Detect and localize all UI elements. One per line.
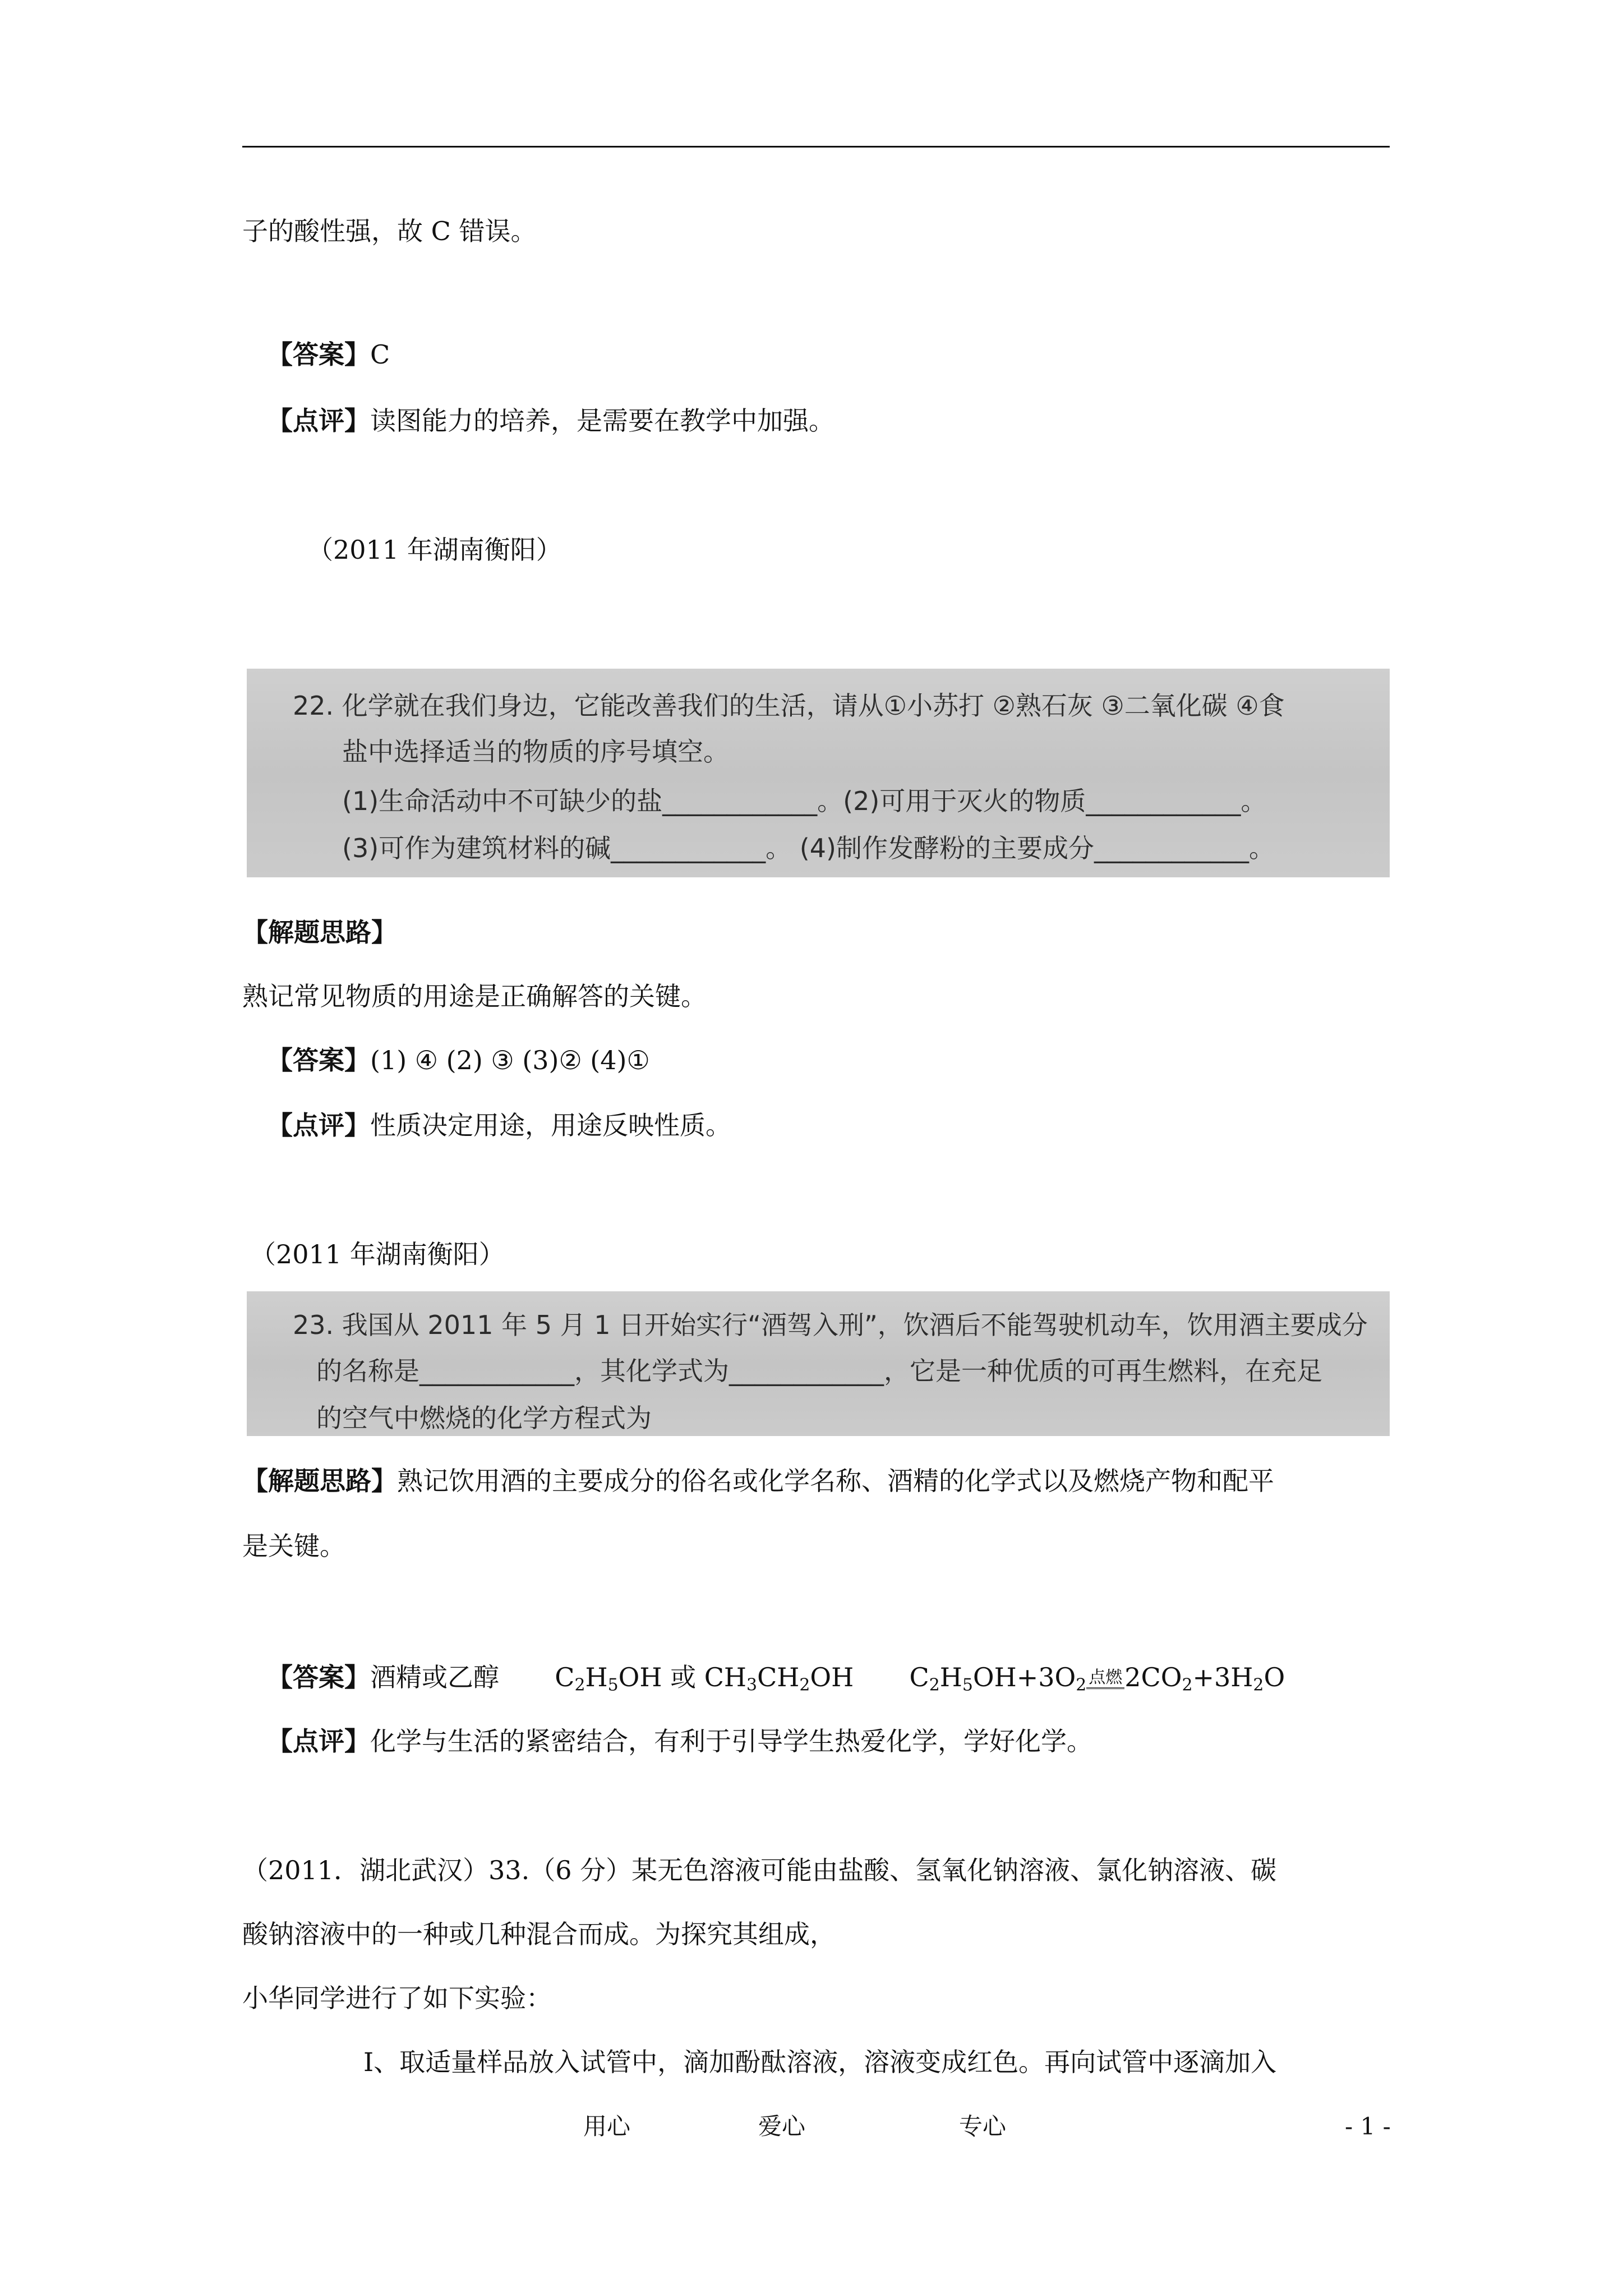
footer-text: 爱心: [758, 2113, 806, 2140]
hint-text: 熟记常见物质的用途是正确解答的关键。: [242, 981, 707, 1011]
source-line-2: （2011 年湖南衡阳）: [250, 1239, 505, 1269]
comment-line-1: [267, 404, 834, 438]
answer-text: (1) ④ (2) ③ (3)② (4)①: [370, 1045, 650, 1075]
page-number: - 1 -: [1345, 2113, 1391, 2140]
question-33-line-3: 小华同学进行了如下实验：: [242, 1983, 552, 2013]
answer-label: 【答案】: [267, 1662, 370, 1692]
answer-text: 酒精或乙醇: [370, 1662, 499, 1692]
hint-label: 【解题思路】: [242, 1466, 397, 1496]
scan-question-line: 的空气中燃烧的化学方程式为: [316, 1403, 652, 1433]
comment-text: 性质决定用途，用途反映性质。: [370, 1110, 731, 1140]
footer-text: 用心: [583, 2113, 631, 2140]
question-33-line-2: 酸钠溶液中的一种或几种混合而成。为探究其组成，: [242, 1919, 836, 1949]
scanned-question-22: [247, 669, 1390, 877]
answer-text: C: [370, 339, 390, 370]
answer-line-2: [267, 1043, 650, 1077]
comment-label: 【点评】: [267, 1110, 370, 1140]
scan-question-line: 的名称是____________，其化学式为____________，它是一种优质的可再生燃料，在充足: [316, 1356, 1322, 1386]
footer-text: 专心: [959, 2113, 1007, 2140]
answer-label: 【答案】: [267, 1045, 370, 1075]
comment-label: 【点评】: [267, 1726, 370, 1756]
chemical-equation: $C_2H_5OH+3O_2$ 点燃$2CO_2+3H_2O$: [909, 1662, 1285, 1695]
hint-heading: 【解题思路】: [242, 917, 397, 947]
text-line-1: 子的酸性强，故 C 错误。: [242, 216, 537, 246]
question-33-line-1: （2011．湖北武汉）33.（6 分）某无色溶液可能由盐酸、氢氧化钠溶液、氯化钠溶液、碳: [242, 1855, 1277, 1885]
scan-question-line: 22. 化学就在我们身边，它能改善我们的生活，请从①小苏打 ②熟石灰 ③二氧化碳 ④食: [293, 691, 1285, 721]
reaction-condition: 点燃: [1086, 1669, 1124, 1686]
comment-label: 【点评】: [267, 406, 370, 436]
scan-question-line: (1)生命活动中不可缺少的盐____________。(2)可用于灭火的物质____________。: [342, 786, 1267, 816]
answer-label: 【答案】: [267, 339, 370, 370]
comment-text: 读图能力的培养，是需要在教学中加强。: [370, 406, 834, 436]
comment-text: 化学与生活的紧密结合，有利于引导学生热爱化学，学好化学。: [370, 1726, 1092, 1756]
hint-text: 熟记饮用酒的主要成分的俗名或化学名称、酒精的化学式以及燃烧产物和配平: [397, 1466, 1274, 1496]
comment-line-3: [267, 1724, 1092, 1758]
scanned-question-23: [247, 1291, 1390, 1436]
chemical-formula: $C_2H_5OH$ 或 $CH_3CH_2OH$: [555, 1662, 854, 1695]
question-33-line-4: Ⅰ、取适量样品放入试管中，滴加酚酞溶液，溶液变成红色。再向试管中逐滴加入: [363, 2047, 1277, 2077]
answer-line-1: [267, 338, 390, 371]
answer-line-3: [267, 1660, 1285, 1694]
hint-line-3: 是关键。: [242, 1531, 345, 1561]
comment-line-2: [267, 1108, 731, 1142]
hint-line-2: [242, 1464, 1274, 1498]
scan-question-line: 盐中选择适当的物质的序号填空。: [342, 737, 729, 767]
header-rule: [242, 146, 1390, 148]
source-line-1: （2011 年湖南衡阳）: [307, 535, 562, 565]
scan-question-line: 23. 我国从 2011 年 5 月 1 日开始实行“酒驾入刑”，饮酒后不能驾驶机动车，饮用酒主要成分: [293, 1310, 1368, 1340]
scan-question-line: (3)可作为建筑材料的碱____________。 (4)制作发酵粉的主要成分____________。: [342, 833, 1275, 863]
